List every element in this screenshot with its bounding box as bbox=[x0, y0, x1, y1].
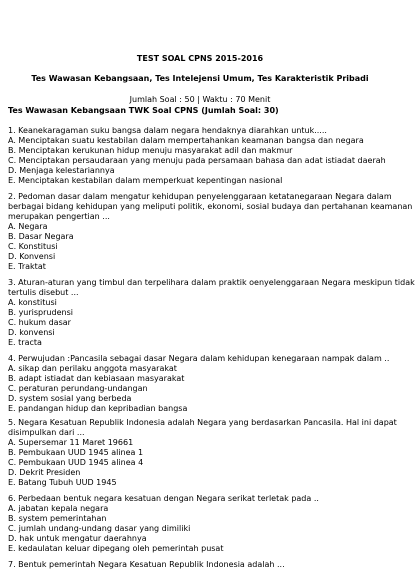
q3-question-line-1: 3. Aturan-aturan yang timbul dan terpelihara dalam praktik oenyelenggaraan Negara meskipun tidak bbox=[8, 278, 415, 287]
q3-option-a: A. konstitusi bbox=[8, 298, 57, 307]
q1-option-a: A. Menciptakan suatu kestabilan dalam mempertahankan keamanan bangsa dan negara bbox=[8, 136, 364, 145]
q6-question: 6. Perbedaan bentuk negara kesatuan dengan Negara serikat terletak pada .. bbox=[8, 494, 319, 503]
q2-option-b: B. Dasar Negara bbox=[8, 232, 74, 241]
q1-option-d: D. Menjaga kelestariannya bbox=[8, 166, 115, 175]
q2-question-line-3: merupakan pengertian ... bbox=[8, 212, 110, 221]
q3-option-d: D. konvensi bbox=[8, 328, 55, 337]
q7-question: 7. Bentuk pemerintah Negara Kesatuan Republik Indonesia adalah ... bbox=[8, 560, 285, 569]
q5-option-b: B. Pembukaan UUD 1945 alinea 1 bbox=[8, 448, 144, 457]
q1-option-e: E. Menciptakan kestabilan dalam memperkuat kepentingan nasional bbox=[8, 176, 283, 185]
q5-option-a: A. Supersemar 11 Maret 19661 bbox=[8, 438, 134, 447]
q6-option-d: D. hak untuk mengatur daerahnya bbox=[8, 534, 147, 543]
q4-option-a: A. sikap dan perilaku anggota masyarakat bbox=[8, 364, 177, 373]
q3-question-line-2: tertulis disebut ... bbox=[8, 288, 79, 297]
q3-option-e: E. tracta bbox=[8, 338, 42, 347]
q4-option-d: D. system sosial yang berbeda bbox=[8, 394, 132, 403]
q4-option-e: E. pandangan hidup dan kepribadian bangsa bbox=[8, 404, 188, 413]
document-title: TEST SOAL CPNS 2015-2016 bbox=[136, 54, 264, 63]
q1-option-c: C. Menciptakan persaudaraan yang menuju pada persamaan bahasa dan adat istiadat daerah bbox=[8, 156, 386, 165]
q5-option-d: D. Dekrit Presiden bbox=[8, 468, 81, 477]
q1-option-b: B. Menciptakan kerukunan hidup menuju masyarakat adil dan makmur bbox=[8, 146, 293, 155]
q1-question: 1. Keanekaragaman suku bangsa dalam negara hendaknya diarahkan untuk..... bbox=[8, 126, 327, 135]
q5-option-e: E. Batang Tubuh UUD 1945 bbox=[8, 478, 117, 487]
q2-question-line-2: berbagai bidang kehidupan yang meliputi politik, ekonomi, sosial budaya dan pertahanan keamanan bbox=[8, 202, 413, 211]
q2-option-d: D. Konvensi bbox=[8, 252, 56, 261]
q3-option-b: B. yurisprudensi bbox=[8, 308, 73, 317]
q4-option-b: B. adapt istiadat dan kebiasaan masyarakat bbox=[8, 374, 185, 383]
document-subtitle: Tes Wawasan Kebangsaan, Tes Intelejensi Umum, Tes Karakteristik Pribadi bbox=[31, 74, 369, 83]
document-meta: Jumlah Soal : 50 | Waktu : 70 Menit bbox=[129, 95, 271, 104]
q5-question-line-2: disimpulkan dari ... bbox=[8, 428, 85, 437]
q4-question: 4. Perwujudan :Pancasila sebagai dasar Negara dalam kehidupan kenegaraan nampak dalam .. bbox=[8, 354, 390, 363]
q2-option-e: E. Traktat bbox=[8, 262, 46, 271]
q2-option-c: C. Konstitusi bbox=[8, 242, 58, 251]
q3-option-c: C. hukum dasar bbox=[8, 318, 71, 327]
q6-option-e: E. kedaulatan keluar dipegang oleh pemerintah pusat bbox=[8, 544, 224, 553]
q2-option-a: A. Negara bbox=[8, 222, 48, 231]
q6-option-b: B. system pemerintahan bbox=[8, 514, 107, 523]
q6-option-c: C. jumlah undang-undang dasar yang dimiliki bbox=[8, 524, 191, 533]
q5-option-c: C. Pembukaan UUD 1945 alinea 4 bbox=[8, 458, 144, 467]
q4-option-c: C. peraturan perundang-undangan bbox=[8, 384, 148, 393]
q2-question-line-1: 2. Pedoman dasar dalam mengatur kehidupan penyelenggaraan ketatanegaraan Negara dalam bbox=[8, 192, 392, 201]
q6-option-a: A. jabatan kepala negara bbox=[8, 504, 109, 513]
section-heading: Tes Wawasan Kebangsaan TWK Soal CPNS (Jumlah Soal: 30) bbox=[8, 106, 279, 115]
q5-question-line-1: 5. Negara Kesatuan Republik Indonesia adalah Negara yang berdasarkan Pancasila. Hal ini dapat bbox=[8, 418, 397, 427]
